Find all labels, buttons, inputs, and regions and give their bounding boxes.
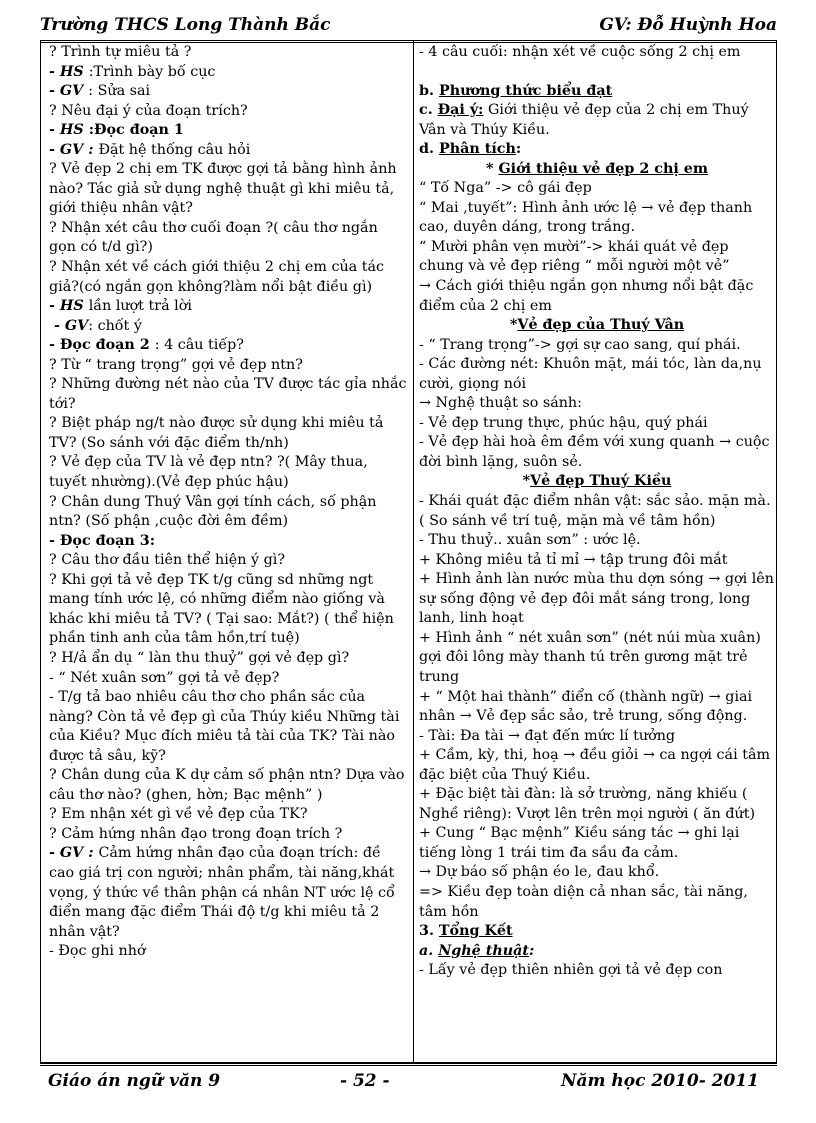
gv-text: Cảm hứng nhân đạo của đoạn trích: đề cao giá trị con người; nhân phẩm, tài năng,khát vọng, ý thức về thân phận cá nhân NT ước lệ cổ điển mang đặc điểm Thái độ t/g khi miêu tả 2 nhân vật?: [49, 845, 395, 940]
hs-label: - HS: [49, 298, 89, 315]
content-line: - Lấy vẻ đẹp thiên nhiên gợi tả vẻ đẹp con: [419, 962, 723, 979]
left-line: - T/g tả bao nhiêu câu thơ cho phần sắc của nàng? Còn tả vẻ đẹp gì của Thúy kiều Những tài của Kiều? Mục đích miêu tả tài của TK? Tài nào được tả sâu, kỹ?: [49, 689, 400, 764]
school-year: Năm học 2010- 2011: [560, 1071, 759, 1091]
left-line: [49, 844, 409, 942]
content-line: + Cung “ Bạc mệnh” Kiều sáng tác → ghi lại tiếng lòng 1 trái tim đa sầu đa cảm.: [419, 825, 740, 861]
section-a: a. Nghệ thuật:: [419, 942, 535, 959]
content-line: → Cách giới thiệu ngắn gọn nhưng nổi bật đặc điểm của 2 chị em: [419, 278, 754, 314]
school-name: Trường THCS Long Thành Bắc: [40, 15, 331, 35]
gv-text: : Sửa sai: [88, 83, 151, 100]
gv-text: : chốt ý: [88, 317, 142, 334]
left-line: ? Trình tự miêu tả ?: [49, 44, 192, 60]
content-line: → Nghệ thuật so sánh:: [419, 395, 582, 412]
heading-thuy-van: *Vẻ đẹp của Thuý Vân: [509, 317, 685, 334]
left-line: ? Nêu đại ý của đoạn trích?: [49, 102, 248, 119]
left-line: ? Nhận xét về cách giới thiệu 2 chị em của tác giả?(có ngắn gọn không?làm nổi bật điều gì): [49, 259, 385, 295]
heading-thuy-kieu: *Vẻ đẹp Thuý Kiều: [522, 473, 672, 490]
left-line: [49, 336, 409, 356]
left-line: - “ Nét xuân sơn” gợi tả vẻ đẹp?: [49, 669, 280, 686]
gv-label: - GV: [49, 83, 89, 100]
content-line: + Hình ảnh làn nước mùa thu dợn sóng → gợi lên sự sống động vẻ đẹp đôi mắt sáng trong, long lanh, linh hoạt: [419, 571, 774, 627]
column-divider: [413, 41, 414, 1062]
section-d-title: Phân tích: [438, 141, 516, 158]
left-line: [49, 63, 409, 83]
section-c-text: Giới thiệu vẻ đẹp của 2 chị em Thuý Vân và Thúy Kiều.: [419, 102, 749, 138]
left-line: [49, 82, 409, 102]
content-line: - Các đường nét: Khuôn mặt, mái tóc, làn da,nụ cười, giọng nói: [419, 356, 762, 392]
section-a-title: Nghệ thuật: [438, 942, 530, 959]
lesson-content: [419, 43, 775, 981]
section-c-label: Đại ý:: [437, 102, 484, 119]
left-line: [49, 317, 409, 337]
left-line: ? Vẻ đẹp 2 chị em TK được gợi tả bằng hình ảnh nào? Tác giả sử dụng nghệ thuật gì khi miêu tả, giới thiệu nhân vật?: [49, 161, 397, 217]
content-line: + Không miêu tả tỉ mỉ → tập trung đôi mắt: [419, 551, 728, 568]
left-line: ? Nhận xét câu thơ cuối đoạn ?( câu thơ ngắn gọn có t/d gì?): [49, 219, 378, 256]
teacher-student-activities: [49, 43, 409, 962]
left-line: [49, 141, 409, 161]
gv-label: - GV :: [49, 141, 99, 158]
left-line: ? Câu thơ đầu tiên thể hiện ý gì?: [49, 552, 286, 569]
content-line: + Đặc biệt tài đàn: là sở trường, năng khiếu ( Nghề riêng): Vượt lên trên mọi người ( ăn đứt): [419, 786, 756, 822]
section-3: 3. Tổng Kết: [419, 923, 513, 940]
page-number: - 52 -: [340, 1071, 390, 1091]
content-line: “ Mai ,tuyết”: Hình ảnh ước lệ → vẻ đẹp thanh cao, duyên dáng, trong trắng.: [419, 199, 753, 236]
footer-left: Giáo án ngữ văn 9: [48, 1071, 221, 1091]
hs-label: - HS: [49, 122, 89, 139]
content-line: - Tài: Đa tài → đạt đến mức lí tưởng: [419, 727, 676, 744]
teacher-name: GV: Đỗ Huỳnh Hoa: [599, 15, 777, 35]
left-line: - Đọc đoạn 3:: [49, 532, 156, 549]
section-c: c. Đại ý: Giới thiệu vẻ đẹp của 2 chị em Thuý Vân và Thúy Kiều.: [419, 102, 749, 138]
left-line: ? Những đường nét nào của TV được tác gỉa nhắc tới?: [49, 376, 407, 412]
gv-label: - GV: [49, 317, 89, 334]
content-line: - Vẻ đẹp trung thực, phúc hậu, quý phái: [419, 414, 708, 431]
content-line: “ Mười phân vẹn mười”-> khái quát vẻ đẹp chung và vẻ đẹp riêng “ mỗi người một vẻ”: [419, 238, 730, 275]
left-line: ? Vẻ đẹp của TV là vẻ đẹp ntn? ?( Mây thua, tuyết nhường).(Vẻ đẹp phúc hậu): [49, 454, 368, 491]
left-line: [49, 121, 409, 141]
lesson-table: [40, 40, 777, 1063]
hs-label: - HS: [49, 63, 89, 80]
content-line: - Khái quát đặc điểm nhân vật: sắc sảo. mặn mà.( So sánh về trí tuệ, mặn mà về tâm hồn): [419, 493, 771, 529]
section-d: d. Phân tích:: [419, 141, 522, 158]
left-line: ? Khi gợi tả vẻ đẹp TK t/g cũng sd những ngt mang tính ước lệ, có những điểm nào giống và khác khi miêu tả TV? ( Tại sao: Mắt?) ( thể hiện phần tinh anh của tâm hồn,trí tuệ): [49, 571, 394, 647]
content-line: + Hình ảnh “ nét xuân sơn” (nét núi mùa xuân) gợi đôi lông mày thanh tú trên gương mặt trẻ trung: [419, 629, 761, 685]
left-line: - Đọc ghi nhớ: [49, 943, 146, 960]
left-line: ? H/ả ẩn dụ “ làn thu thuỷ” gợi vẻ đẹp gì?: [49, 649, 350, 666]
left-line: ? Chân dung Thuý Vân gợi tính cách, số phận ntn? (Số phận ,cuộc đời êm đềm): [49, 493, 377, 530]
heading-intro: * Giới thiệu vẻ đẹp 2 chị em: [485, 160, 709, 177]
left-line: ? Chân dung của K dự cảm số phận ntn? Dựa vào câu thơ nào? (ghen, hờn; Bạc mệnh” ): [49, 767, 405, 803]
blank-line: [419, 63, 775, 82]
left-line: ? Từ “ trang trọng” gợi vẻ đẹp ntn?: [49, 356, 303, 373]
content-line: + Cầm, kỳ, thi, hoạ → đều giỏi → ca ngợi cái tâm đặc biệt của Thuý Kiều.: [419, 747, 771, 783]
content-line: + “ Một hai thành” điển cố (thành ngữ) → giai nhân → Vẻ đẹp sắc sảo, trẻ trung, sống động.: [419, 688, 753, 725]
hs-text: lần lượt trả lời: [88, 298, 192, 315]
content-line: - Vẻ đẹp hài hoà êm đềm với xung quanh → cuộc đời bình lặng, suôn sẻ.: [419, 434, 770, 470]
content-line: “ Tố Nga” -> cô gái đẹp: [419, 180, 592, 197]
content-line: => Kiều đẹp toàn diện cả nhan sắc, tài năng, tâm hồn: [419, 883, 748, 920]
left-line: [49, 297, 409, 317]
page-header: [40, 14, 777, 43]
intro-line: - 4 câu cuối: nhận xét về cuộc sống 2 chị em: [419, 44, 741, 60]
content-line: - Thu thuỷ.. xuân sơn” : ước lệ.: [419, 532, 641, 549]
hs-text: :Trình bày bố cục: [88, 63, 216, 80]
left-line: ? Cảm hứng nhân đạo trong đoạn trích ?: [49, 825, 343, 842]
gv-label: - GV :: [49, 845, 99, 862]
page-footer: [40, 1063, 777, 1094]
section-b-title: Phương thức biểu đạt: [438, 82, 613, 99]
section-text: : 4 câu tiếp?: [154, 337, 244, 354]
section-b: b. Phương thức biểu đạt: [419, 82, 613, 99]
section-3-title: Tổng Kết: [438, 923, 513, 940]
left-line: ? Em nhận xét gì về vẻ đẹp của TK?: [49, 806, 308, 823]
content-line: - “ Trang trọng”-> gợi sự cao sang, quí phái.: [419, 336, 741, 353]
content-line: → Dự báo số phận éo le, đau khổ.: [419, 864, 660, 881]
section-label: - Đọc đoạn 2: [49, 337, 155, 354]
left-line: ? Biệt pháp ng/t nào được sử dụng khi miêu tả TV? (So sánh với đặc điểm th/nh): [49, 415, 384, 451]
gv-text: Đặt hệ thống câu hỏi: [98, 141, 251, 158]
hs-text: :Đọc đoạn 1: [88, 122, 184, 139]
